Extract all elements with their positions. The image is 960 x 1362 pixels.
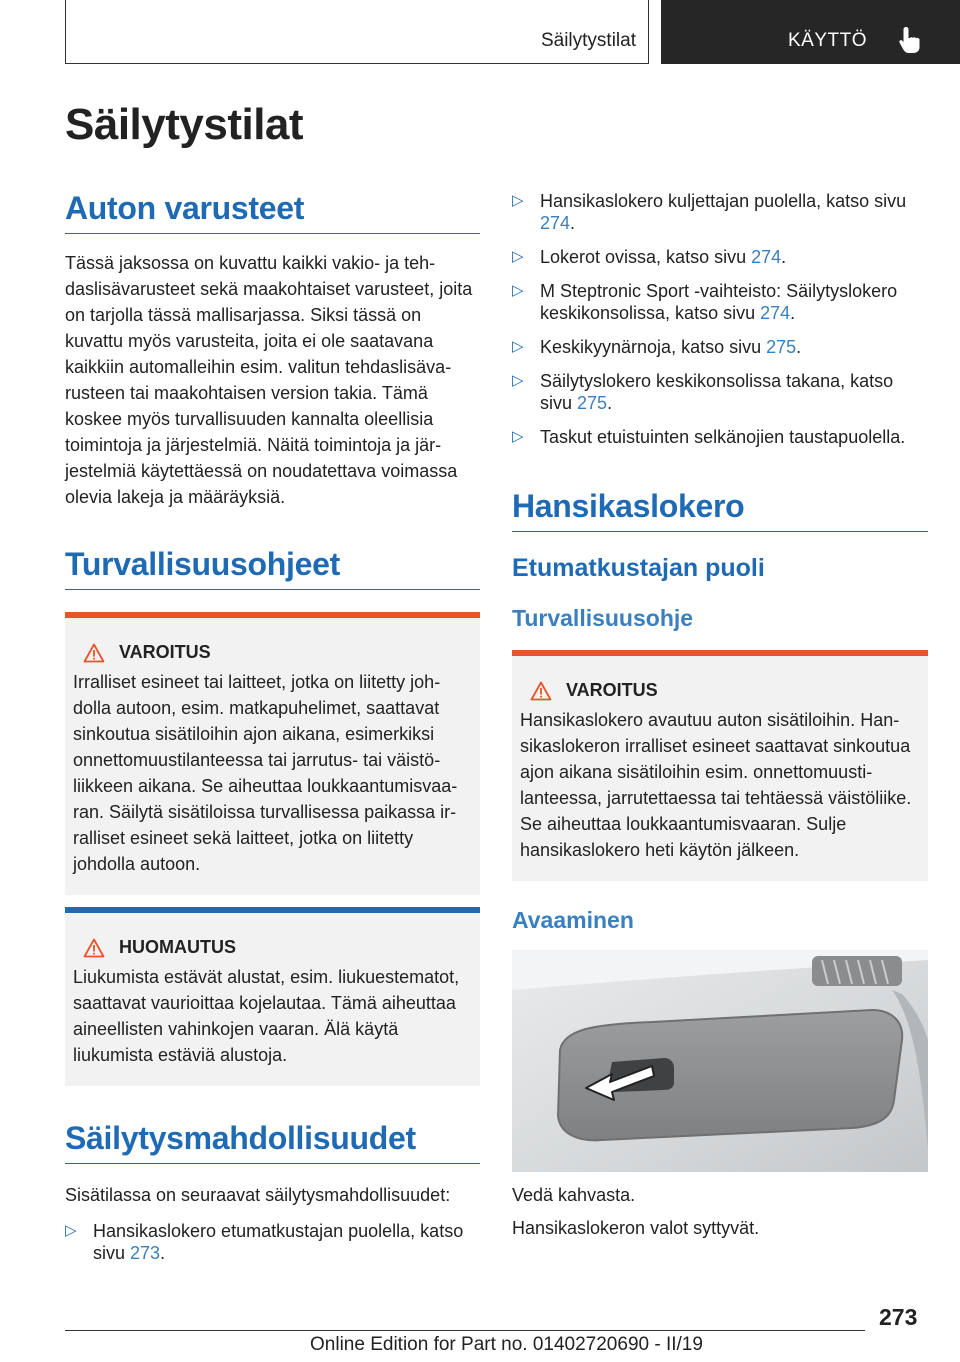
notice-box: [65, 907, 480, 1086]
warning-title: VAROITUS: [566, 680, 658, 700]
list-item: ▷ Taskut etuistuinten selkänojien taustapuolella.: [512, 427, 906, 447]
bullet-triangle-icon: ▷: [512, 428, 524, 445]
warning-text: Hansikaslokero avautuu auton sisätiloihin. Hansikaslokeron irralliset esineet saattavat sinkoutua ajon aikana sisätiloihin esim. onnettomuustilanteessa, jarrutettaessa tai tehtäessä väistöliike. Se aiheuttaa loukkaantumisvaaran. Sulje hansikaslokero heti käytön jälkeen.: [520, 710, 912, 860]
heading-hansikaslokero: Hansikaslokero: [512, 488, 928, 532]
warning-title: VAROITUS: [119, 642, 211, 662]
page-title: Säilytystilat: [65, 100, 304, 149]
page-link[interactable]: 274: [760, 303, 791, 323]
sailytysmahdollisuudet-intro: Sisätilassa on seuraavat säilytysmahdollisuudet:: [65, 1185, 451, 1205]
step-lights-on: Hansikaslokeron valot syttyvät.: [512, 1218, 760, 1238]
step-pull-handle: Vedä kahvasta.: [512, 1185, 636, 1205]
warning-text: Irralliset esineet tai laitteet, jotka on liitetty johdolla autoon, esim. matkapuhelimet, saattavat sinkoutua sisätiloihin ajon aikana, esimerkiksi onnettomuustilanteessa tai jarrutus- tai väistöliikkeen aikana. Se aiheuttaa loukkaantumisvaaran. Säilytä sisätiloissa turvallisessa paikassa irralliset esineet sekä laitteet, jotka on liitetty johdolla autoon.: [73, 672, 458, 874]
bullet-triangle-icon: ▷: [512, 372, 524, 389]
bullet-triangle-icon: ▷: [512, 282, 524, 299]
notice-text: Liukumista estävät alustat, esim. liukuestematot, saattavat vaurioittaa kojelautaa. Tämä aiheuttaa aineellisten vahinkojen vaaran. Älä käytä liukumista estäviä alustoja.: [73, 967, 460, 1065]
heading-turvallisuusohje: Turvallisuusohje: [512, 605, 694, 631]
warning-triangle-icon: [83, 643, 105, 663]
right-column: [512, 190, 928, 1241]
storage-list-right: [512, 190, 928, 448]
warning-triangle-icon: [530, 681, 552, 701]
heading-turvallisuusohjeet: Turvallisuusohjeet: [65, 546, 480, 590]
footer-edition: Online Edition for Part no. 01402720690 - II/19: [310, 1334, 703, 1355]
footer-divider: [65, 1330, 865, 1331]
heading-sailytysmahdollisuudet: Säilytysmahdollisuudet: [65, 1120, 480, 1164]
list-item: ▷ Hansikaslokero kuljettajan puolella, katso sivu 274.: [512, 191, 907, 233]
list-item: ▷ M Steptronic Sport -vaihteisto: Säilytyslokero keskikonsolissa, katso sivu 274.: [512, 281, 898, 323]
header-chapter-title: KÄYTTÖ: [788, 30, 868, 51]
header-section-title: Säilytystilat: [540, 30, 636, 51]
heading-avaaminen: Avaaminen: [512, 907, 634, 933]
bullet-triangle-icon: ▷: [512, 192, 524, 209]
header-section-box: [65, 0, 649, 64]
header-chapter-box: [661, 0, 960, 64]
auton-varusteet-text: Tässä jaksossa on kuvattu kaikki vakio- ja tehdaslisävarusteet sekä maakohtaiset varusteet, joita on tarjolla tässä mallisarjassa. Siksi tässä on kuvattu myös varusteita, joita ei ole saatavana kaikkiin automalleihin esim. valitun tehdaslisävarusteen tai maakohtaisen version takia. Tämä koskee myös turvallisuuden kannalta oleellisia toimintoja ja järjestelmiä. Näitä toimintoja ja järjestelmiä käytettäessä on noudatettava voimassa olevia lakeja ja määräyksiä.: [65, 253, 473, 507]
list-item: ▷ Keskikyynärnoja, katso sivu 275.: [512, 337, 802, 357]
warning-triangle-icon: [83, 938, 105, 958]
page-link[interactable]: 275: [577, 393, 608, 413]
page-link[interactable]: 273: [130, 1243, 161, 1263]
list-item: ▷ Hansikaslokero etumatkustajan puolella, katso sivu 273.: [65, 1221, 464, 1263]
list-item: ▷ Säilytyslokero keskikonsolissa takana, katso sivu 275.: [512, 371, 894, 413]
warning-box: [65, 612, 480, 895]
heading-etumatkustajan-puoli: Etumatkustajan puoli: [512, 554, 765, 582]
list-item: ▷ Lokerot ovissa, katso sivu 274.: [512, 247, 787, 267]
bullet-triangle-icon: ▷: [512, 338, 524, 355]
bullet-triangle-icon: ▷: [65, 1222, 77, 1239]
storage-list-left: [65, 1220, 480, 1264]
pointing-hand-icon: [898, 25, 924, 55]
glovebox-photo: [512, 950, 928, 1172]
warning-box: [512, 650, 928, 881]
notice-title: HUOMAUTUS: [119, 937, 236, 957]
page-link[interactable]: 274: [540, 213, 571, 233]
page-link[interactable]: 275: [766, 337, 797, 357]
heading-auton-varusteet: Auton varusteet: [65, 190, 480, 234]
left-column: [65, 190, 480, 1276]
page-number: 273: [879, 1304, 918, 1330]
bullet-triangle-icon: ▷: [512, 248, 524, 265]
page-link[interactable]: 274: [751, 247, 782, 267]
